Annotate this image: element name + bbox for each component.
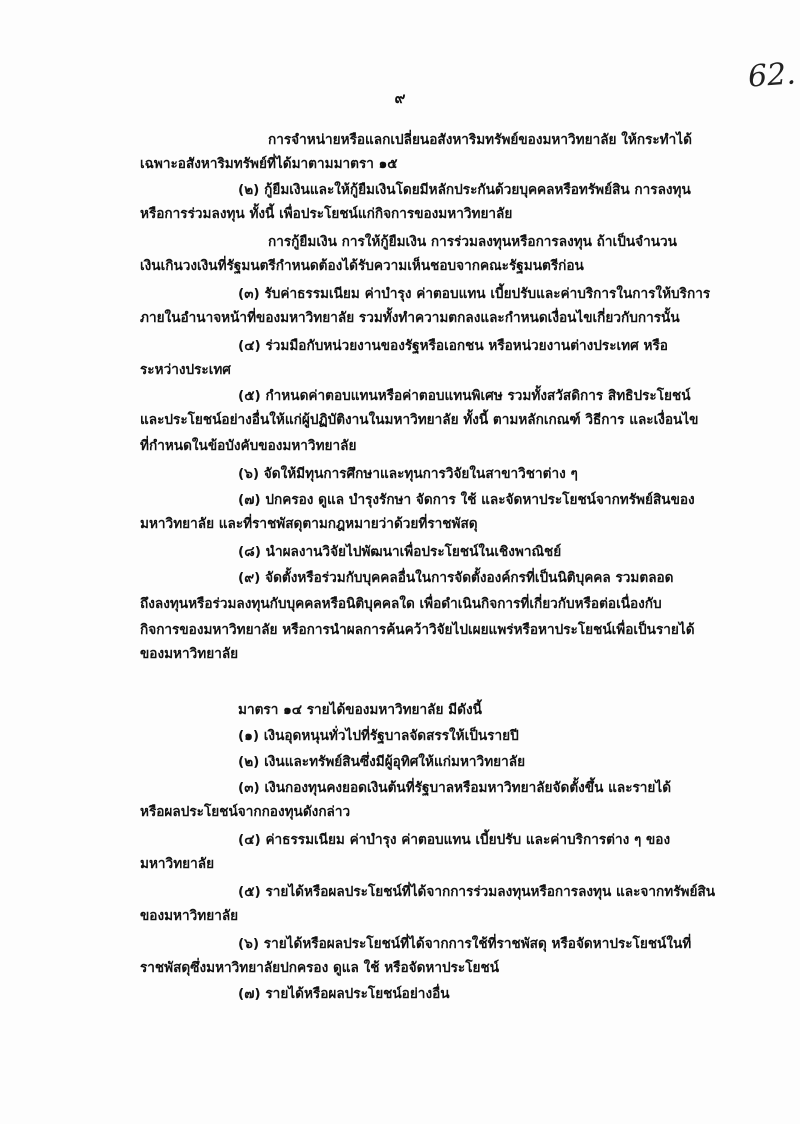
text-line: มหาวิทยาลัย <box>140 856 215 872</box>
text-line: ที่กำหนดในข้อบังคับของมหาวิทยาลัย <box>140 438 357 454</box>
text-line: ถึงลงทุนหรือร่วมลงทุนกับบุคคลหรือนิติบุคคลใด เพื่อดำเนินกิจการที่เกี่ยวกับหรือต่อเนื่องกับ <box>140 596 662 612</box>
text-line: (๔) ค่าธรรมเนียม ค่าบำรุง ค่าตอบแทน เบี้ยปรับ และค่าบริการต่าง ๆ ของ <box>238 832 671 848</box>
text-line: (๓) เงินกองทุนคงยอดเงินต้นที่รัฐบาลหรือมหาวิทยาลัยจัดตั้งขึ้น และรายได้ <box>238 780 672 796</box>
text-line: การกู้ยืมเงิน การให้กู้ยืมเงิน การร่วมลงทุนหรือการลงทุน ถ้าเป็นจำนวน <box>268 234 677 250</box>
text-line: ภายในอำนาจหน้าที่ของมหาวิทยาลัย รวมทั้งทำความตกลงและกำหนดเงื่อนไขเกี่ยวกับการนั้น <box>140 310 680 326</box>
handwritten-page-number: 62. <box>746 56 797 95</box>
page-number: ๙ <box>394 89 406 107</box>
text-line: มหาวิทยาลัย และที่ราชพัสดุตามกฎหมายว่าด้วยที่ราชพัสดุ <box>140 516 478 532</box>
text-line: (๒) เงินและทรัพย์สินซึ่งมีผู้อุทิศให้แก่มหาวิทยาลัย <box>238 754 526 770</box>
text-line: ของมหาวิทยาลัย <box>140 908 239 924</box>
text-line: (๖) รายได้หรือผลประโยชน์ที่ได้จากการใช้ที่ราชพัสดุ หรือจัดหาประโยชน์ในที่ <box>238 936 692 952</box>
section-heading: มาตรา ๑๔ รายได้ของมหาวิทยาลัย มีดังนี้ <box>238 702 482 718</box>
text-line: เงินเกินวงเงินที่รัฐมนตรีกำหนดต้องได้รับความเห็นชอบจากคณะรัฐมนตรีก่อน <box>140 258 584 274</box>
text-line: เฉพาะอสังหาริมทรัพย์ที่ได้มาตามมาตรา ๑๕ <box>140 156 398 172</box>
text-line: (๘) นำผลงานวิจัยไปพัฒนาเพื่อประโยชน์ในเชิงพาณิชย์ <box>238 544 562 560</box>
text-line: ระหว่างประเทศ <box>140 362 231 378</box>
text-line: กิจการของมหาวิทยาลัย หรือการนำผลการค้นคว้าวิจัยไปเผยแพร่หรือหาประโยชน์เพื่อเป็นรายได้ <box>140 622 695 638</box>
text-line: (๗) ปกครอง ดูแล บำรุงรักษา จัดการ ใช้ และจัดหาประโยชน์จากทรัพย์สินของ <box>238 492 695 508</box>
text-line: (๒) กู้ยืมเงินและให้กู้ยืมเงินโดยมีหลักประกันด้วยบุคคลหรือทรัพย์สิน การลงทุน <box>238 182 691 198</box>
text-line: และประโยชน์อย่างอื่นให้แก่ผู้ปฏิบัติงานในมหาวิทยาลัย ทั้งนี้ ตามหลักเกณฑ์ วิธีการ และเงื่อนไข <box>140 412 699 428</box>
text-line: (๓) รับค่าธรรมเนียม ค่าบำรุง ค่าตอบแทน เบี้ยปรับและค่าบริการในการให้บริการ <box>238 286 711 302</box>
text-line: (๗) รายได้หรือผลประโยชน์อย่างอื่น <box>238 986 450 1002</box>
text-line: (๙) จัดตั้งหรือร่วมกับบุคคลอื่นในการจัดตั้งองค์กรที่เป็นนิติบุคคล รวมตลอด <box>238 570 674 586</box>
text-line: (๕) รายได้หรือผลประโยชน์ที่ได้จากการร่วมลงทุนหรือการลงทุน และจากทรัพย์สิน <box>238 884 716 900</box>
text-line: (๔) ร่วมมือกับหน่วยงานของรัฐหรือเอกชน หรือหน่วยงานต่างประเทศ หรือ <box>238 338 668 354</box>
text-line: ของมหาวิทยาลัย <box>140 646 239 662</box>
text-line: (๑) เงินอุดหนุนทั่วไปที่รัฐบาลจัดสรรให้เป็นรายปี <box>238 728 519 744</box>
text-line: หรือการร่วมลงทุน ทั้งนี้ เพื่อประโยชน์แก่กิจการของมหาวิทยาลัย <box>140 206 513 222</box>
text-line: ราชพัสดุซึ่งมหาวิทยาลัยปกครอง ดูแล ใช้ หรือจัดหาประโยชน์ <box>140 960 500 976</box>
text-line: หรือผลประโยชน์จากกองทุนดังกล่าว <box>140 804 351 820</box>
text-line: (๖) จัดให้มีทุนการศึกษาและทุนการวิจัยในสาขาวิชาต่าง ๆ <box>238 466 578 482</box>
text-line: การจำหน่ายหรือแลกเปลี่ยนอสังหาริมทรัพย์ของมหาวิทยาลัย ให้กระทำได้ <box>268 132 692 148</box>
text-line: (๕) กำหนดค่าตอบแทนหรือค่าตอบแทนพิเศษ รวมทั้งสวัสดิการ สิทธิประโยชน์ <box>238 388 691 404</box>
